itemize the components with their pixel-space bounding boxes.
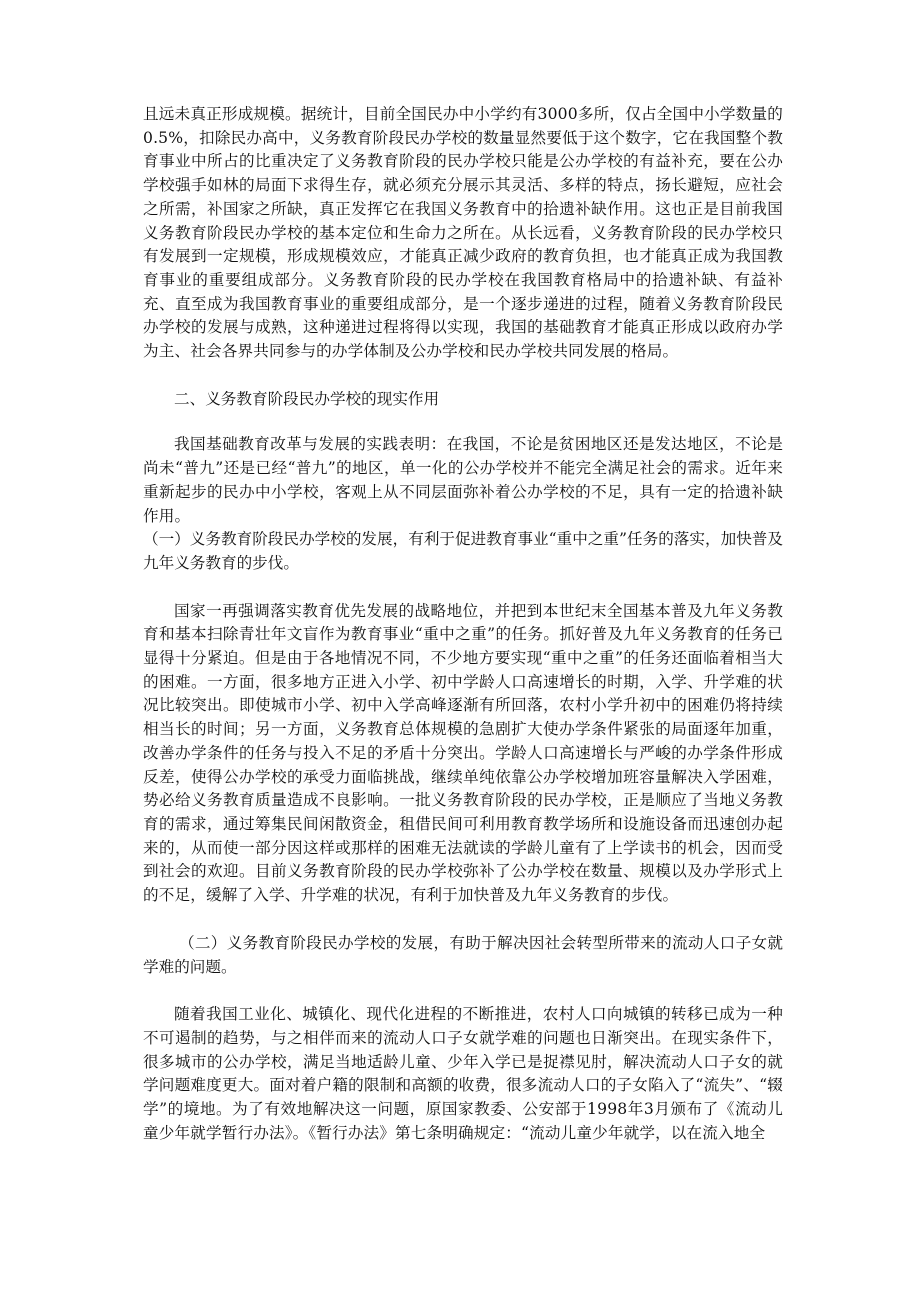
paragraph-spacer [143,364,783,388]
document-page [143,103,783,1145]
body-paragraph: 且远未真正形成规模。据统计，目前全国民办中小学约有3000多所，仅占全国中小学数量的0.5%，扣除民办高中，义务教育阶段民办学校的数量显然要低于这个数字，它在我国整个教育事业中所占的比重决定了义务教育阶段的民办学校只能是公办学校的有益补充，要在公办学校强手如林的局面下求得生存，就必须充分展示其灵活、多样的特点，扬长避短，应社会之所需，补国家之所缺，真正发挥它在我国义务教育中的拾遗补缺作用。这也正是目前我国义务教育阶段民办学校的基本定位和生命力之所在。从长远看，义务教育阶段的民办学校只有发展到一定规模，形成规模效应，才能真正减少政府的教育负担，也才能真正成为我国教育事业的重要组成部分。义务教育阶段的民办学校在我国教育格局中的拾遗补缺、有益补充、直至成为我国教育事业的重要组成部分，是一个逐步递进的过程，随着义务教育阶段民办学校的发展与成熟，这种递进过程将得以实现，我国的基础教育才能真正形成以政府办学为主、社会各界共同参与的办学体制及公办学校和民办学校共同发展的格局。 [143,105,783,361]
subsection-heading: （二）义务教育阶段民办学校的发展，有助于解决因社会转型所带来的流动人口子女就学难的问题。 [143,933,783,976]
paragraph-spacer [143,411,783,433]
body-paragraph: 国家一再强调落实教育优先发展的战略地位，并把到本世纪末全国基本普及九年义务教育和基本扫除青壮年文盲作为教育事业“重中之重”的任务。抓好普及九年义务教育的任务已显得十分紧迫。但是由于各地情况不同，不少地方要实现“重中之重”的任务还面临着相当大的困难。一方面，很多地方正进入小学、初中学龄人口高速增长的时期，入学、升学难的状况比较突出。即使城市小学、初中入学高峰逐渐有所回落，农村小学升初中的困难仍将持续相当长的时间；另一方面，义务教育总体规模的急剧扩大使办学条件紧张的局面逐年加重，改善办学条件的任务与投入不足的矛盾十分突出。学龄人口高速增长与严峻的办学条件形成反差，使得公办学校的承受力面临挑战，继续单纯依靠公办学校增加班容量解决入学困难，势必给义务教育质量造成不良影响。一批义务教育阶段的民办学校，正是顺应了当地义务教育的需求，通过筹集民间闲散资金，租借民间可利用教育教学场所和设施设备而迅速创办起来的，从而使一部分因这样或那样的困难无法就读的学龄儿童有了上学读书的机会，因而受到社会的欢迎。目前义务教育阶段的民办学校弥补了公办学校在数量、规模以及办学形式上的不足，缓解了入学、升学难的状况，有利于加快普及九年义务教育的步伐。 [143,601,783,905]
body-paragraph: 我国基础教育改革与发展的实践表明：在我国，不论是贫困地区还是发达地区，不论是尚未“普九”还是已经“普九”的地区，单一化的公办学校并不能完全满足社会的需求。近年来重新起步的民办中小学校，客观上从不同层面弥补着公办学校的不足，具有一定的拾遗补缺作用。 [143,435,783,525]
body-paragraph: 随着我国工业化、城镇化、现代化进程的不断推进，农村人口向城镇的转移已成为一种不可遏制的趋势，与之相伴而来的流动人口子女就学难的问题也日渐突出。在现实条件下，很多城市的公办学校，满足当地适龄儿童、少年入学已是捉襟见肘，解决流动人口子女的就学问题难度更大。面对着户籍的限制和高额的收费，很多流动人口的子女陷入了“流失”、“辍学”的境地。为了有效地解决这一问题，原国家教委、公安部于1998年3月颁布了《流动儿童少年就学暂行办法》。《暂行办法》第七条明确规定：“流动儿童少年就学，以在流入地全 [143,1005,783,1142]
paragraph-spacer [143,908,783,932]
paragraph-spacer [143,979,783,1003]
paragraph-spacer [143,576,783,600]
subsection-heading: （一）义务教育阶段民办学校的发展，有利于促进教育事业“重中之重”任务的落实，加快普及九年义务教育的步伐。 [143,530,783,572]
section-heading: 二、义务教育阶段民办学校的现实作用 [174,389,440,408]
